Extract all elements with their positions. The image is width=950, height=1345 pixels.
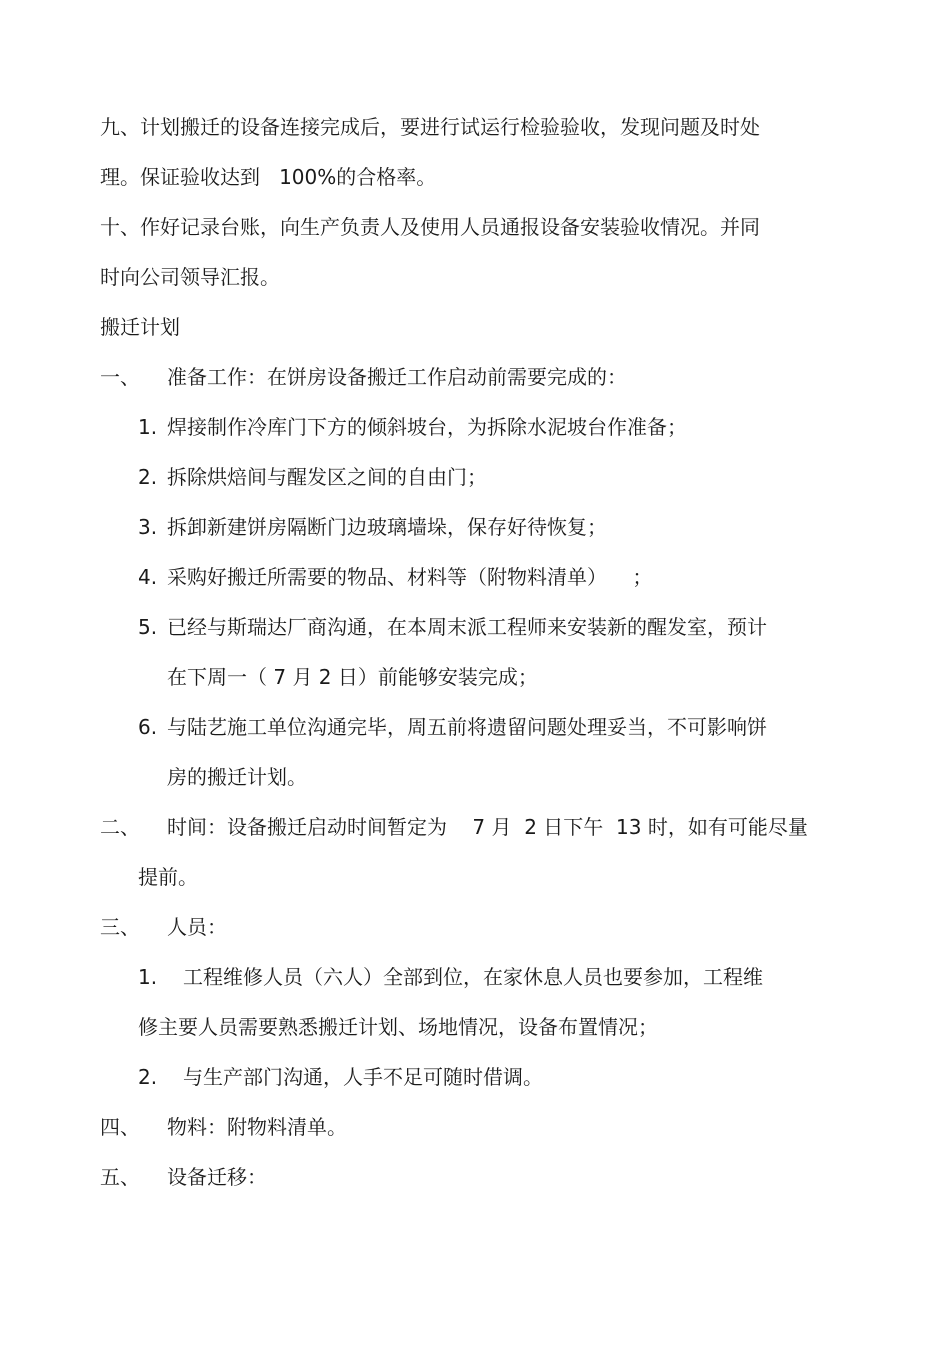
section-heading: 搬迁计划 xyxy=(100,315,180,339)
section-label: 四、 xyxy=(100,1115,140,1139)
list-item-text: 与陆艺施工单位沟通完毕，周五前将遗留问题处理妥当，不可影响饼 xyxy=(167,715,767,739)
list-item-text: 工程维修人员（六人）全部到位，在家休息人员也要参加，工程维 xyxy=(183,965,763,989)
section-label: 二、 xyxy=(100,815,140,839)
section-text: 物料：附物料清单。 xyxy=(167,1115,347,1139)
list-item-number: 1. xyxy=(138,965,158,989)
list-item-text-cont: 修主要人员需要熟悉搬迁计划、场地情况，设备布置情况； xyxy=(138,1015,658,1039)
section-label: 五、 xyxy=(100,1165,140,1189)
section-text: 设备迁移： xyxy=(167,1165,267,1189)
list-item-text: 拆除烘焙间与醒发区之间的自由门； xyxy=(167,465,487,489)
list-item-text: 拆卸新建饼房隔断门边玻璃墙垛，保存好待恢复； xyxy=(167,515,607,539)
list-item-number: 2. xyxy=(138,1065,158,1089)
list-item-text: 已经与斯瑞达厂商沟通，在本周末派工程师来安装新的醒发室，预计 xyxy=(167,615,767,639)
list-item-number: 5. xyxy=(138,615,158,639)
list-item-text-cont: 房的搬迁计划。 xyxy=(167,765,307,789)
paragraph-line-9-cont: 理。保证验收达到 100%的合格率。 xyxy=(100,165,437,189)
section-text-cont: 提前。 xyxy=(138,865,198,889)
list-item-text: 焊接制作冷库门下方的倾斜坡台，为拆除水泥坡台作准备； xyxy=(167,415,687,439)
section-text: 人员： xyxy=(167,915,227,939)
list-item-text-cont: 在下周一（ 7 月 2 日）前能够安装完成； xyxy=(167,665,538,689)
list-item-text: 与生产部门沟通，人手不足可随时借调。 xyxy=(183,1065,543,1089)
list-item-number: 3. xyxy=(138,515,158,539)
paragraph-line-10-cont: 时向公司领导汇报。 xyxy=(100,265,280,289)
list-item-number: 2. xyxy=(138,465,158,489)
section-label: 一、 xyxy=(100,365,140,389)
list-item-number: 4. xyxy=(138,565,158,589)
paragraph-line-10: 十、作好记录台账，向生产负责人及使用人员通报设备安装验收情况。并同 xyxy=(100,215,760,239)
list-item-text: 采购好搬迁所需要的物品、材料等（附物料清单） ； xyxy=(167,565,653,589)
section-label: 三、 xyxy=(100,915,140,939)
section-text: 准备工作：在饼房设备搬迁工作启动前需要完成的： xyxy=(167,365,627,389)
list-item-number: 6. xyxy=(138,715,158,739)
list-item-number: 1. xyxy=(138,415,158,439)
paragraph-line-9: 九、计划搬迁的设备连接完成后，要进行试运行检验验收，发现问题及时处 xyxy=(100,115,760,139)
section-text: 时间：设备搬迁启动时间暂定为 7 月 2 日下午 13 时，如有可能尽量 xyxy=(167,815,808,839)
